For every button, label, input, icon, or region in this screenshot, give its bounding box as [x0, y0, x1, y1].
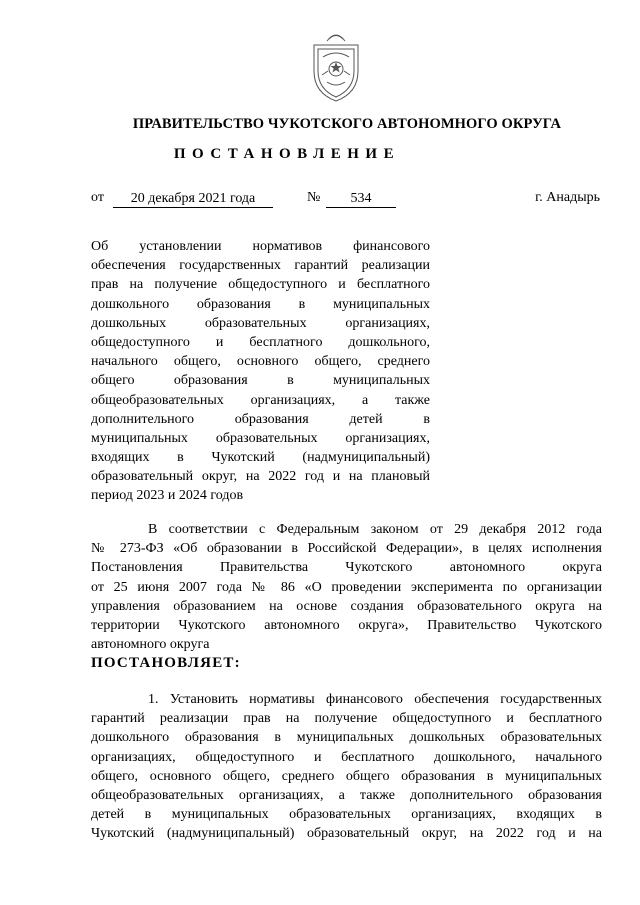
subject-line: образовательный округ, на 2022 год и на плановый	[91, 469, 430, 485]
subject-line: обеспечения государственных гарантий реализации	[91, 258, 430, 274]
subject-line: муниципальных образовательных организациях,	[91, 430, 430, 446]
subject-line: общедоступного и бесплатного дошкольного,	[91, 334, 430, 350]
preamble-line: В соответствии с Федеральным законом от 29 декабря 2012 года	[148, 522, 602, 537]
subject-line: дополнительного образования детей в	[91, 411, 430, 427]
subject-line: общего образования в муниципальных	[91, 373, 430, 389]
paragraph-line: Чукотский (надмуниципальный) образовательный округ, на 2022 год и на	[91, 826, 602, 842]
preamble-line: территории Чукотского автономного округа», Правительство Чукотского	[91, 617, 602, 633]
subject-line: дошкольных образовательных организациях,	[91, 315, 430, 331]
paragraph-1	[91, 690, 602, 844]
preamble-line: от 25 июня 2007 года № 86 «О проведении эксперимента по организации	[91, 579, 602, 595]
number-sign-label: №	[307, 190, 321, 205]
document-subject	[91, 237, 430, 506]
document-city: г. Анадырь	[535, 190, 600, 205]
document-number: 534	[326, 190, 396, 208]
government-title: ПРАВИТЕЛЬСТВО ЧУКОТСКОГО АВТОНОМНОГО ОКРУГА	[132, 116, 562, 132]
paragraph-line: гарантий реализации прав на получение общедоступного и бесплатного	[91, 711, 602, 727]
preamble-line: Постановления Правительства Чукотского автономного округа	[91, 560, 602, 576]
paragraph-line: организациях, общедоступного и бесплатного дошкольного, начального	[91, 749, 602, 765]
subject-line: период 2023 и 2024 годов	[91, 488, 244, 504]
preamble-line: автономного округа	[91, 637, 210, 653]
subject-line: дошкольного образования в муниципальных	[91, 296, 430, 312]
preamble-line: № 273-ФЗ «Об образовании в Российской Федерации», в целях исполнения	[91, 541, 602, 557]
resolves-heading: ПОСТАНОВЛЯЕТ:	[91, 655, 241, 671]
subject-line: Об установлении нормативов финансового	[91, 239, 430, 254]
paragraph-line: общеобразовательных организациях, а также дополнительного образования	[91, 787, 602, 803]
subject-line: входящих в Чукотский (надмуниципальный)	[91, 450, 430, 466]
date-prefix-label: от	[91, 190, 104, 205]
document-date: 20 декабря 2021 года	[113, 190, 273, 208]
paragraph-line: общего, основного общего, среднего общего образования в муниципальных	[91, 768, 602, 784]
subject-line: прав на получение общедоступного и бесплатного	[91, 277, 430, 293]
paragraph-line: детей в муниципальных образовательных организациях, входящих в	[91, 807, 602, 823]
document-type-title: ПОСТАНОВЛЕНИЕ	[173, 146, 401, 162]
preamble-paragraph	[91, 520, 602, 654]
subject-line: начального общего, основного общего, среднего	[91, 354, 430, 370]
chukotka-coat-of-arms-icon	[305, 27, 367, 105]
paragraph-line: 1. Установить нормативы финансового обеспечения государственных	[148, 692, 602, 707]
paragraph-line: дошкольного образования в муниципальных дошкольных образовательных	[91, 730, 602, 746]
subject-line: общеобразовательных организациях, а также	[91, 392, 430, 408]
preamble-line: управления образованием на основе создания образовательного округа на	[91, 598, 602, 614]
